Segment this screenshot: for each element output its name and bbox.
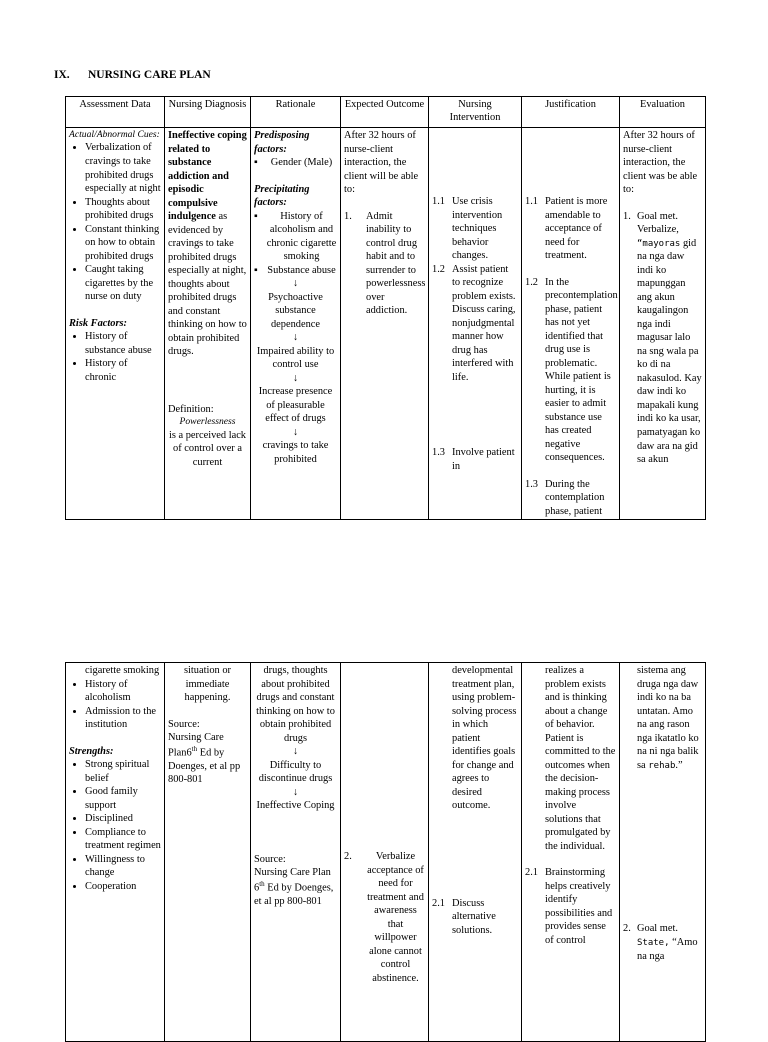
rationale-cell — [251, 663, 341, 1042]
source-text: Ed by Doenges, et al pp 800-801 — [168, 747, 241, 786]
definition-text: is a perceived lack of control over a current — [168, 429, 247, 468]
outcome-item — [344, 210, 425, 318]
intervention-number: 2.1 — [432, 897, 445, 909]
history-item: • History of alcoholism — [85, 678, 161, 705]
justification-item — [525, 478, 616, 519]
evaluation-item — [623, 922, 702, 963]
chain-step: Psychoactive substance dependence — [268, 291, 323, 330]
justification-number: 1.1 — [525, 196, 538, 207]
risk-item: • History of chronic — [85, 357, 161, 384]
history-item: • Admission to the institution — [85, 705, 161, 732]
assessment-continued: cigarette smoking — [85, 665, 160, 676]
intervention-item — [432, 446, 518, 473]
diagnosis-bold: Ineffective coping related to substance addiction and episodic compulsive indulgence — [168, 130, 247, 223]
justification-number: 2.1 — [525, 867, 538, 879]
intervention-number: 1.3 — [432, 447, 445, 459]
source-superscript: th — [259, 879, 265, 888]
evaluation-text — [637, 922, 702, 963]
header-outcome: Expected Outcome — [341, 97, 429, 128]
evaluation-mono: rehab — [648, 760, 676, 771]
strengths-list — [69, 758, 161, 893]
precipitating-item: ▪ History of alcoholism and chronic cigarette smoking — [254, 210, 337, 264]
header-justification: Justification — [522, 97, 620, 128]
arrow: ↓ — [292, 746, 299, 758]
intervention-cell — [429, 663, 522, 1042]
strength-item: • Cooperation — [85, 880, 161, 894]
justification-item — [525, 195, 616, 263]
evaluation-rest: gid na nga daw indi ko mapunggan ang akun kaugalingon nga indi magusar lalo na sng wala pa ko di na nakasulod. Kay daw indi ko mapakali kung indi ko ka usar, pamatyagan ko daw ara na gid sa akun — [637, 237, 702, 466]
predisposing-list — [254, 156, 337, 170]
arrow: ↓ — [292, 372, 299, 384]
intervention-number: 1.1 — [432, 196, 445, 207]
section-heading: NURSING CARE PLAN — [88, 69, 211, 81]
evaluation-mono: State, — [637, 937, 670, 948]
intervention-text: Involve patient in — [452, 447, 515, 472]
rationale-continued: drugs, thoughts about prohibited drugs and constant thinking on how to obtain prohibited drugs — [256, 665, 335, 744]
risk-list — [69, 330, 161, 384]
outcome-text: Verbalize acceptance of need for treatment and awareness that willpower alone cannot control abstinence. — [367, 851, 424, 984]
header-rationale: Rationale — [251, 97, 341, 128]
outcome-text: Admit inability to control drug habit and to surrender to powerlessness over addiction. — [366, 210, 426, 317]
intervention-cell — [429, 128, 522, 520]
evaluation-rest: “Amo na nga — [637, 936, 698, 962]
arrow: ↓ — [292, 786, 299, 798]
justification-number: 1.3 — [525, 478, 538, 490]
assessment-cell — [66, 663, 165, 1042]
outcome-cell — [341, 128, 429, 520]
strength-item: • Disciplined — [85, 812, 161, 826]
header-row — [66, 97, 706, 128]
evaluation-lead: Goal met. Verbalize, — [637, 210, 679, 236]
chain-step: Impaired ability to control use — [256, 345, 335, 371]
evaluation-text — [637, 210, 702, 467]
predisposing-heading: Predisposing factors: — [254, 130, 310, 155]
evaluation-text: sistema ang druga nga daw indi ko na ba untatan. Amo na ang rason nga ikatatlo ko na ni nga balik sa — [637, 665, 699, 771]
source-citation — [168, 731, 247, 787]
care-plan-table-page1 — [65, 96, 706, 520]
diagnosis-rest: as evidenced by cravings to take prohibited drugs especially at night, thoughts about prohibited drugs and constant thinking on how to obtain prohibited drugs. — [168, 211, 247, 358]
header-assessment: Assessment Data — [66, 97, 165, 128]
evaluation-item — [623, 210, 702, 467]
justification-text: Brainstorming helps creatively identify possibilities and provides sense of control — [545, 867, 613, 946]
section-number: IX. — [54, 69, 70, 81]
diagnosis-continued: situation or immediate happening. — [183, 665, 232, 704]
intervention-text: Use crisis intervention techniques behavior changes. — [452, 196, 503, 262]
risk-heading: Risk Factors: — [69, 317, 128, 329]
intervention-item — [432, 195, 518, 263]
intervention-number: 1.2 — [432, 263, 445, 275]
diagnosis-cell — [165, 663, 251, 1042]
definition-term: Powerlessness — [179, 416, 236, 428]
header-intervention: Nursing Intervention — [429, 97, 522, 128]
header-evaluation: Evaluation — [620, 97, 706, 128]
evaluation-cell — [620, 663, 706, 1042]
justification-text: In the precontemplation phase, patient has not yet identified that drug use is problematic. While patient is hurting, it is easier to admit substance use has created negative consequences. — [545, 276, 618, 464]
justification-number: 1.2 — [525, 276, 538, 288]
source-text: Nursing Care Plan 6 — [254, 867, 331, 894]
arrow: ↓ — [292, 332, 299, 344]
cue-item: • Thoughts about prohibited drugs — [85, 196, 161, 223]
outcome-cell — [341, 663, 429, 1042]
intervention-text: Discuss alternative solutions. — [452, 897, 496, 936]
arrow: ↓ — [292, 278, 299, 290]
evaluation-number: 1. — [623, 210, 631, 222]
justification-cell — [522, 663, 620, 1042]
justification-text: Patient is more amendable to acceptance of need for treatment. — [545, 196, 608, 262]
plan-row — [66, 128, 706, 520]
arrow: ↓ — [292, 426, 299, 438]
evaluation-number: 2. — [623, 923, 631, 935]
diagnosis-cell — [165, 128, 251, 520]
outcome-item — [344, 850, 425, 985]
strength-item: • Strong spiritual belief — [85, 758, 161, 785]
intervention-continued: developmental treatment plan, using problem-solving process in which patient identifies goals for change and agrees to desired outcome. — [452, 665, 517, 812]
chain-step: Increase presence of pleasurable effect of drugs — [258, 386, 333, 425]
justification-item — [525, 866, 616, 947]
evaluation-intro: After 32 hours of nurse-client interaction, the client was be able to: — [623, 130, 698, 196]
section-title — [54, 68, 211, 83]
care-plan-table-page2 — [65, 662, 706, 1042]
evaluation-cell — [620, 128, 706, 520]
outcome-number: 2. — [344, 851, 352, 862]
strength-item: • Compliance to treatment regimen — [85, 826, 161, 853]
cue-item: • Caught taking cigarettes by the nurse on duty — [85, 263, 161, 304]
source-text: Ed by Doenges, et al pp 800-801 — [254, 882, 334, 907]
outcome-number: 1. — [344, 210, 352, 222]
evaluation-quote: “mayoras — [637, 238, 681, 249]
strength-item: • Good family support — [85, 785, 161, 812]
intervention-item — [432, 263, 518, 385]
intervention-text: Assist patient to recognize problem exists. Discuss caring, nonjudgmental manner how drug has interfered with life. — [452, 263, 516, 383]
evaluation-lead: Goal met. — [637, 923, 678, 935]
diagnosis-statement — [168, 129, 247, 359]
header-diagnosis: Nursing Diagnosis — [165, 97, 251, 128]
precipitating-heading: Precipitating factors: — [254, 183, 310, 209]
assessment-cell — [66, 128, 165, 520]
chain-step: cravings to take prohibited — [262, 440, 329, 465]
chain-step: Ineffective Coping — [256, 800, 335, 812]
rationale-cell — [251, 128, 341, 520]
definition-label: Definition: — [168, 403, 214, 415]
justification-cell — [522, 128, 620, 520]
chain-step: Difficulty to discontinue drugs — [258, 759, 333, 785]
evaluation-continued — [623, 664, 702, 772]
cues-heading: Actual/Abnormal Cues: — [69, 129, 160, 140]
cue-item: • Constant thinking on how to obtain prohibited drugs — [85, 223, 161, 264]
cue-item: • Verbalization of cravings to take prohibited drugs especially at night — [85, 141, 161, 195]
predisposing-item: ▪ Gender (Male) — [254, 156, 337, 170]
cues-list — [69, 141, 161, 303]
intervention-item — [432, 897, 518, 938]
source-label: Source: — [254, 853, 286, 865]
precipitating-item: ▪ Substance abuse — [254, 264, 337, 278]
history-list — [69, 678, 161, 732]
source-citation — [254, 866, 337, 908]
evaluation-text: .” — [675, 759, 683, 771]
source-superscript: th — [191, 744, 198, 753]
source-text: Nursing Care Plan6 — [168, 732, 224, 759]
outcome-intro: After 32 hours of nurse-client interaction, the client will be able to: — [344, 130, 419, 196]
precipitating-list — [254, 210, 337, 278]
risk-item: • History of substance abuse — [85, 330, 161, 357]
justification-item — [525, 276, 616, 465]
source-label: Source: — [168, 718, 200, 730]
strength-item: • Willingness to change — [85, 853, 161, 880]
strengths-heading: Strengths: — [69, 745, 114, 757]
justification-text: During the contemplation phase, patient — [545, 478, 605, 517]
justification-continued: realizes a problem exists and is thinking about a change of behavior. Patient is committed to the outcomes when the decision-making process involve solutions that promulgated by the individual. — [545, 665, 616, 852]
plan-row — [66, 663, 706, 1042]
